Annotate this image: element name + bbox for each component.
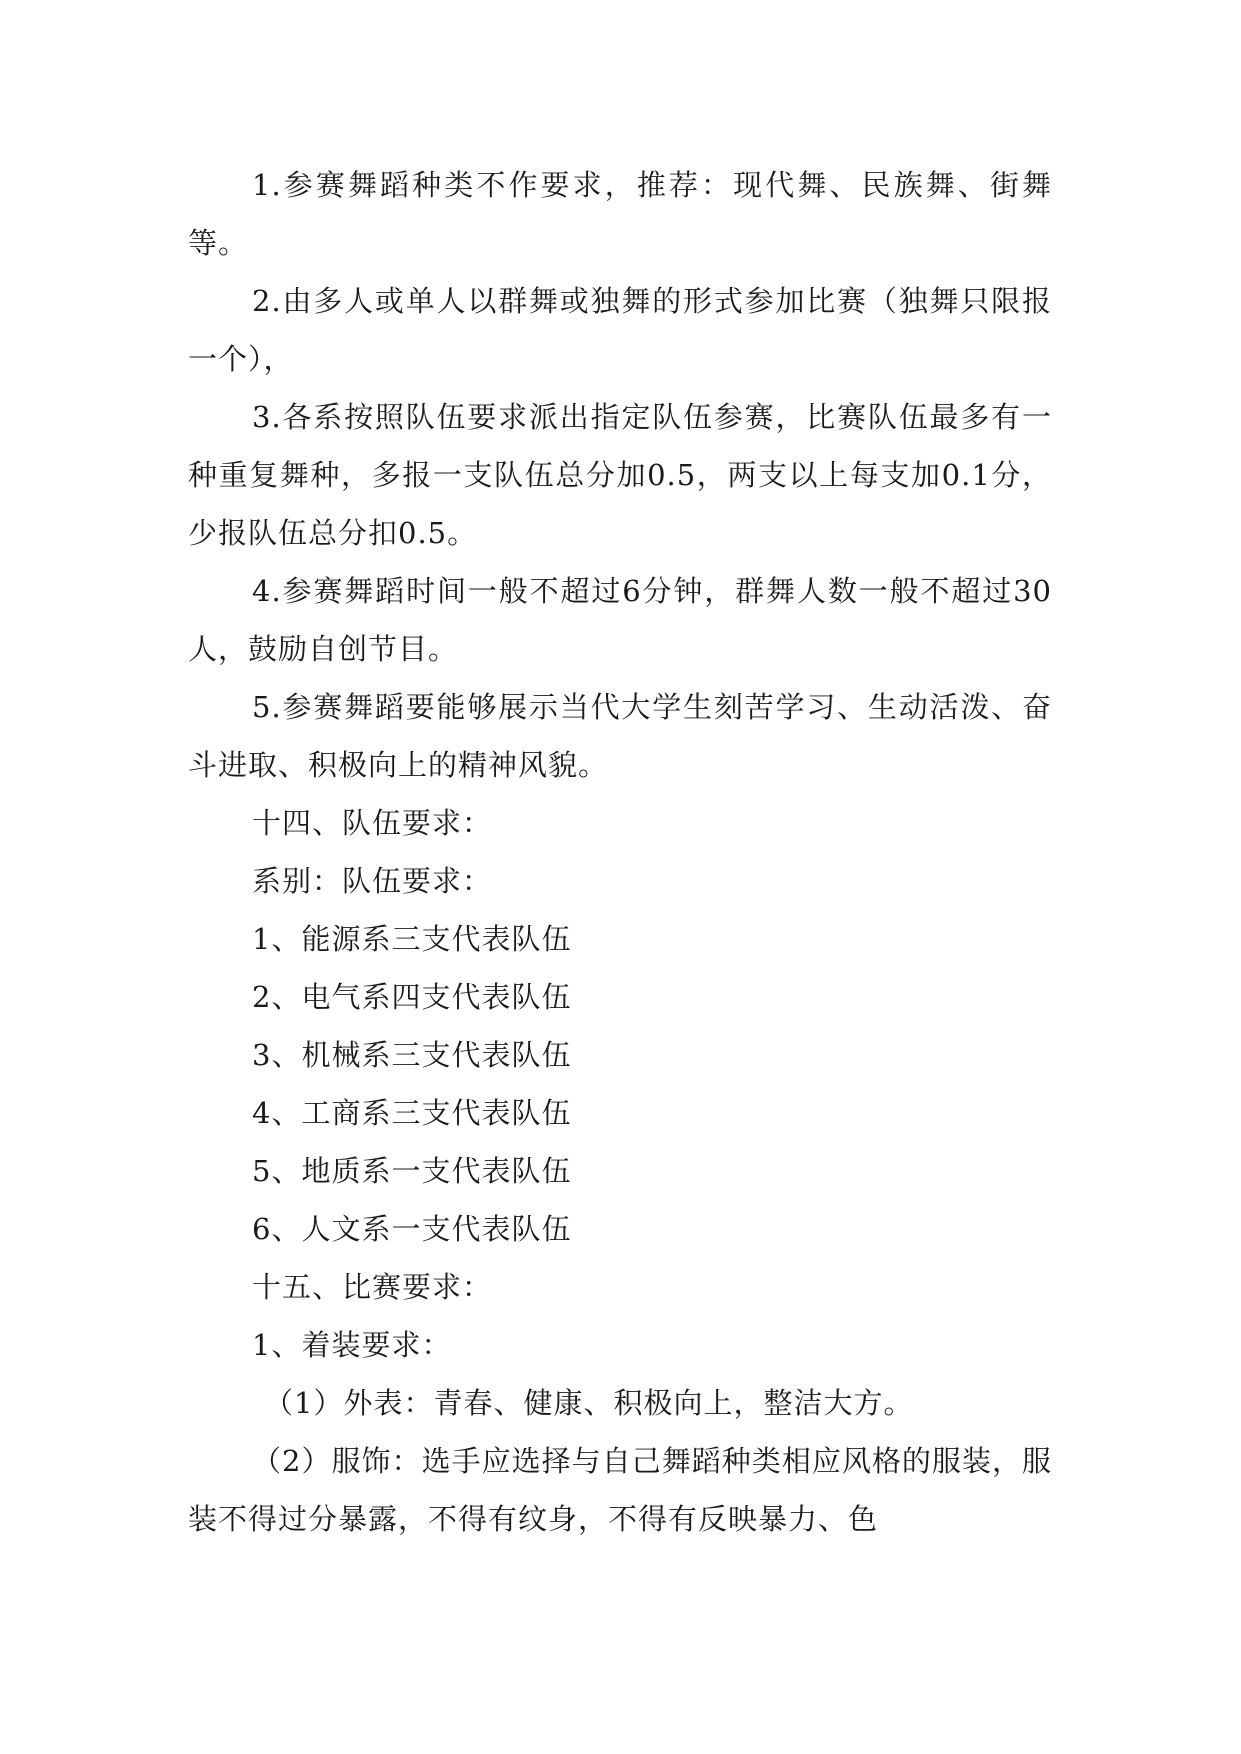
team-list-item: 3、机械系三支代表队伍 <box>252 1038 572 1072</box>
team-table-header: 系别：队伍要求： <box>252 864 493 898</box>
team-list-item: 4、工商系三支代表队伍 <box>252 1096 572 1130</box>
section-heading-competition-requirements: 十五、比赛要求： <box>252 1270 493 1304</box>
team-list-item: 5、地质系一支代表队伍 <box>252 1154 572 1188</box>
team-list-item: 2、电气系四支代表队伍 <box>252 980 572 1014</box>
dress-costume-item: （2）服饰：选手应选择与自己舞蹈种类相应风格的服装，服装不得过分暴露，不得有纹身，不得有反映暴力、色 <box>188 1444 1052 1536</box>
rule-team-dispatch: 3.各系按照队伍要求派出指定队伍参赛，比赛队伍最多有一种重复舞种，多报一支队伍总分加0.5，两支以上每支加0.1分，少报队伍总分扣0.5。 <box>188 400 1052 550</box>
subheading-dress-requirements: 1、着装要求： <box>252 1328 452 1362</box>
dress-appearance-item: （1）外表：青春、健康、积极向上，整洁大方。 <box>264 1386 914 1420</box>
rule-participation-form: 2.由多人或单人以群舞或独舞的形式参加比赛（独舞只限报一个）， <box>188 284 1052 376</box>
rule-duration-size: 4.参赛舞蹈时间一般不超过6分钟，群舞人数一般不超过30人，鼓励自创节目。 <box>188 574 1052 666</box>
team-list-item: 6、人文系一支代表队伍 <box>252 1212 572 1246</box>
document-body <box>188 156 1052 1548</box>
section-heading-team-requirements: 十四、队伍要求： <box>252 806 493 840</box>
team-list-item: 1、能源系三支代表队伍 <box>252 922 572 956</box>
rule-spirit: 5.参赛舞蹈要能够展示当代大学生刻苦学习、生动活泼、奋斗进取、积极向上的精神风貌。 <box>188 690 1052 782</box>
rule-dance-type: 1.参赛舞蹈种类不作要求，推荐：现代舞、民族舞、街舞等。 <box>188 168 1052 260</box>
